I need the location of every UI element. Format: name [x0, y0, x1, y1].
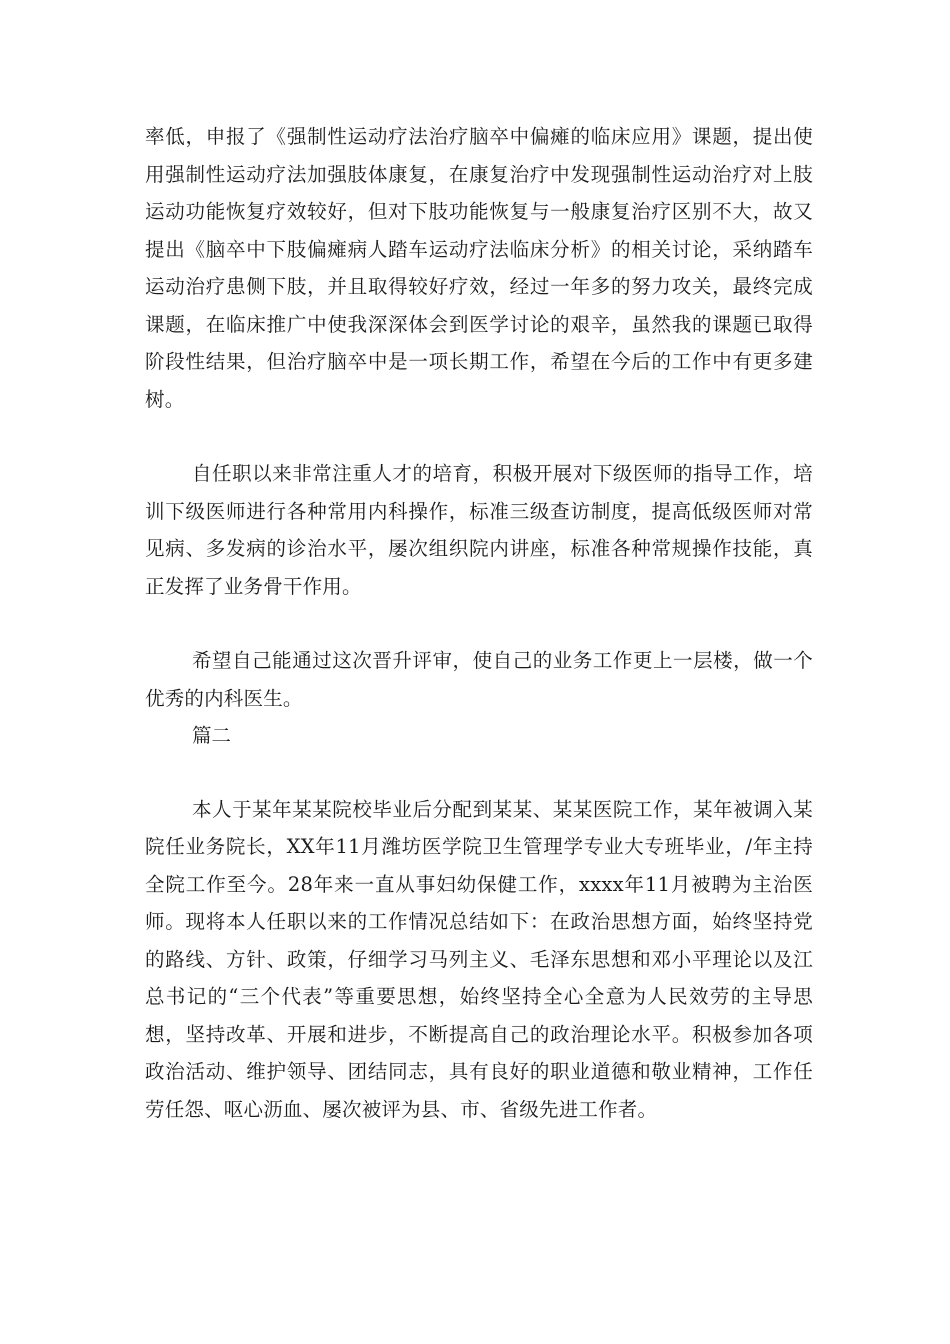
paragraph-promotion-hope: 希望自己能通过这次晋升评审，使自己的业务工作更上一层楼，做一个优秀的内科医生。: [145, 649, 813, 710]
paragraph-research-project: 率低，申报了《强制性运动疗法治疗脑卒中偏瘫的临床应用》课题，提出使用强制性运动疗法加强肢体康复，在康复治疗中发现强制性运动治疗对上肢运动功能恢复疗效较好，但对下肢功能恢复与一般康复治疗区别不大，故又提出《脑卒中下肢偏瘫病人踏车运动疗法临床分析》的相关讨论，采纳踏车运动治疗患侧下肢，并且取得较好疗效，经过一年多的努力攻关，最终完成课题，在临床推广中使我深深体会到医学讨论的艰辛，虽然我的课题已取得阶段性结果，但治疗脑卒中是一项长期工作，希望在今后的工作中有更多建树。: [145, 125, 813, 411]
paragraph-work-summary: 本人于某年某某院校毕业后分配到某某、某某医院工作，某年被调入某院任业务院长，XX年11月潍坊医学院卫生管理学专业大专班毕业，/年主持全院工作至今。28年来一直从事妇幼保健工作，xxxx年11月被聘为主治医师。现将本人任职以来的工作情况总结如下：在政治思想方面，始终坚持党的路线、方针、政策，仔细学习马列主义、毛泽东思想和邓小平理论以及江总书记的“三个代表”等重要思想，始终坚持全心全意为人民效劳的主导思想，坚持改革、开展和进步，不断提高自己的政治理论水平。积极参加各项政治活动、维护领导、团结同志，具有良好的职业道德和敬业精神，工作任劳任怨、呕心沥血、屡次被评为县、市、省级先进工作者。: [145, 797, 813, 1121]
document-body: [145, 118, 813, 1128]
section-heading: 篇二: [192, 724, 232, 747]
paragraph-talent-training: 自任职以来非常注重人才的培育，积极开展对下级医师的指导工作，培训下级医师进行各种常用内科操作，标准三级查访制度，提高低级医师对常见病、多发病的诊治水平，屡次组织院内讲座，标准各种常规操作技能，真正发挥了业务骨干作用。: [145, 462, 813, 598]
